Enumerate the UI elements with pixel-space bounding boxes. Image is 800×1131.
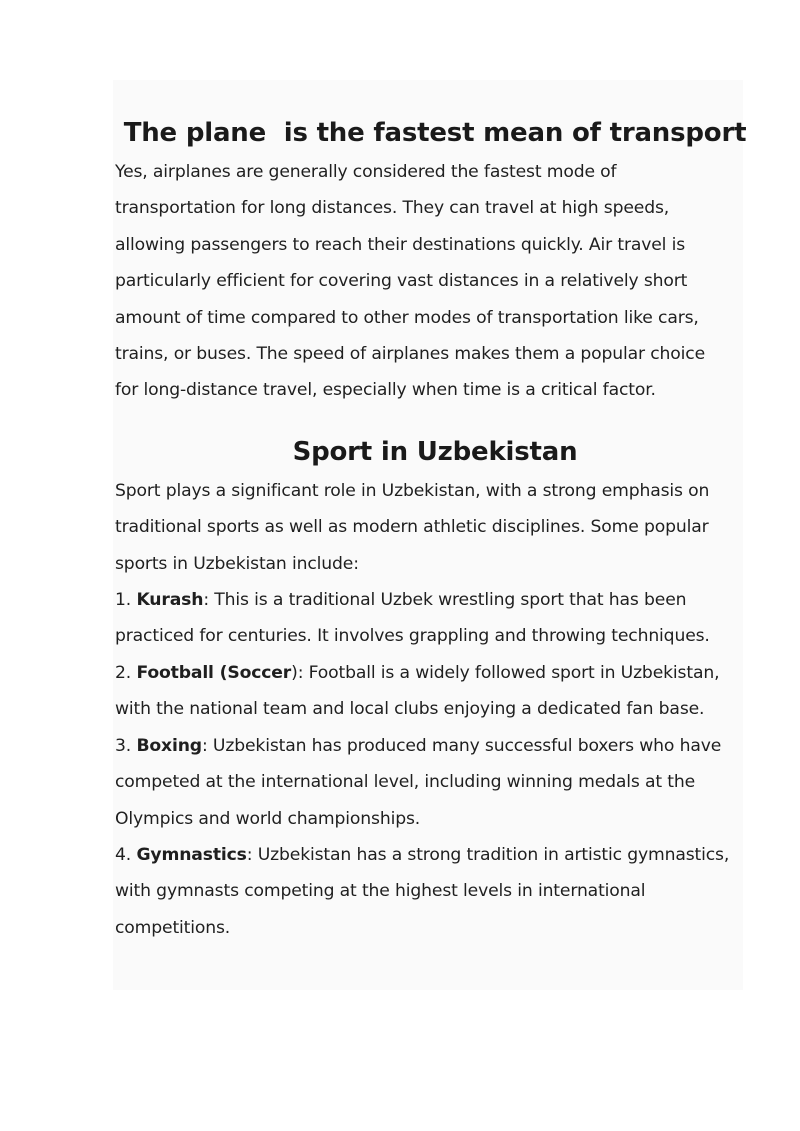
list-item-football xyxy=(115,655,755,691)
paragraph-line: Yes, airplanes are generally considered the fastest mode of xyxy=(115,162,617,182)
section-title-plane: The plane is the fastest mean of transport xyxy=(123,118,747,148)
list-number: 1. xyxy=(115,590,132,611)
paragraph-line: transportation for long distances. They can travel at high speeds, xyxy=(115,198,670,219)
list-text: ): Football is a widely followed sport in Uzbekistan, xyxy=(291,662,720,683)
list-number: 3. xyxy=(115,735,132,756)
sport-paragraph xyxy=(115,473,755,946)
list-term: Football (Soccer xyxy=(136,662,292,683)
list-item-boxing xyxy=(115,728,755,764)
paragraph-line: sports in Uzbekistan include: xyxy=(115,553,359,574)
paragraph-line: for long-distance travel, especially when time is a critical factor. xyxy=(115,380,656,401)
document-content xyxy=(115,112,755,946)
list-text: : Uzbekistan has produced many successful boxers who have xyxy=(201,735,722,756)
paragraph-line: trains, or buses. The speed of airplanes makes them a popular choice xyxy=(115,344,706,365)
list-term: Boxing xyxy=(136,735,202,756)
list-item-continuation: competitions. xyxy=(115,917,231,938)
list-item-gymnastics xyxy=(115,837,755,873)
list-number: 4. xyxy=(115,844,132,865)
paragraph-line: amount of time compared to other modes of transportation like cars, xyxy=(115,307,699,328)
list-term: Kurash xyxy=(136,590,204,611)
section-title-sport: Sport in Uzbekistan xyxy=(292,436,578,467)
plane-paragraph xyxy=(115,154,755,409)
list-item-continuation: Olympics and world championships. xyxy=(115,808,421,829)
paragraph-line: Sport plays a significant role in Uzbekistan, with a strong emphasis on xyxy=(115,480,710,501)
paragraph-line: particularly efficient for covering vast distances in a relatively short xyxy=(115,271,688,292)
list-text: : Uzbekistan has a strong tradition in artistic gymnastics, xyxy=(246,844,730,865)
paragraph-line: allowing passengers to reach their destinations quickly. Air travel is xyxy=(115,234,686,255)
list-item-continuation: with the national team and local clubs enjoying a dedicated fan base. xyxy=(115,699,705,720)
list-number: 2. xyxy=(115,662,132,683)
list-text: : This is a traditional Uzbek wrestling sport that has been xyxy=(203,590,687,611)
list-item-continuation: practiced for centuries. It involves grappling and throwing techniques. xyxy=(115,626,710,647)
list-term: Gymnastics xyxy=(136,844,247,865)
list-item-kurash xyxy=(115,582,755,618)
list-item-continuation: competed at the international level, including winning medals at the xyxy=(115,772,696,793)
paragraph-line: traditional sports as well as modern athletic disciplines. Some popular xyxy=(115,517,709,538)
list-item-continuation: with gymnasts competing at the highest levels in international xyxy=(115,881,646,902)
